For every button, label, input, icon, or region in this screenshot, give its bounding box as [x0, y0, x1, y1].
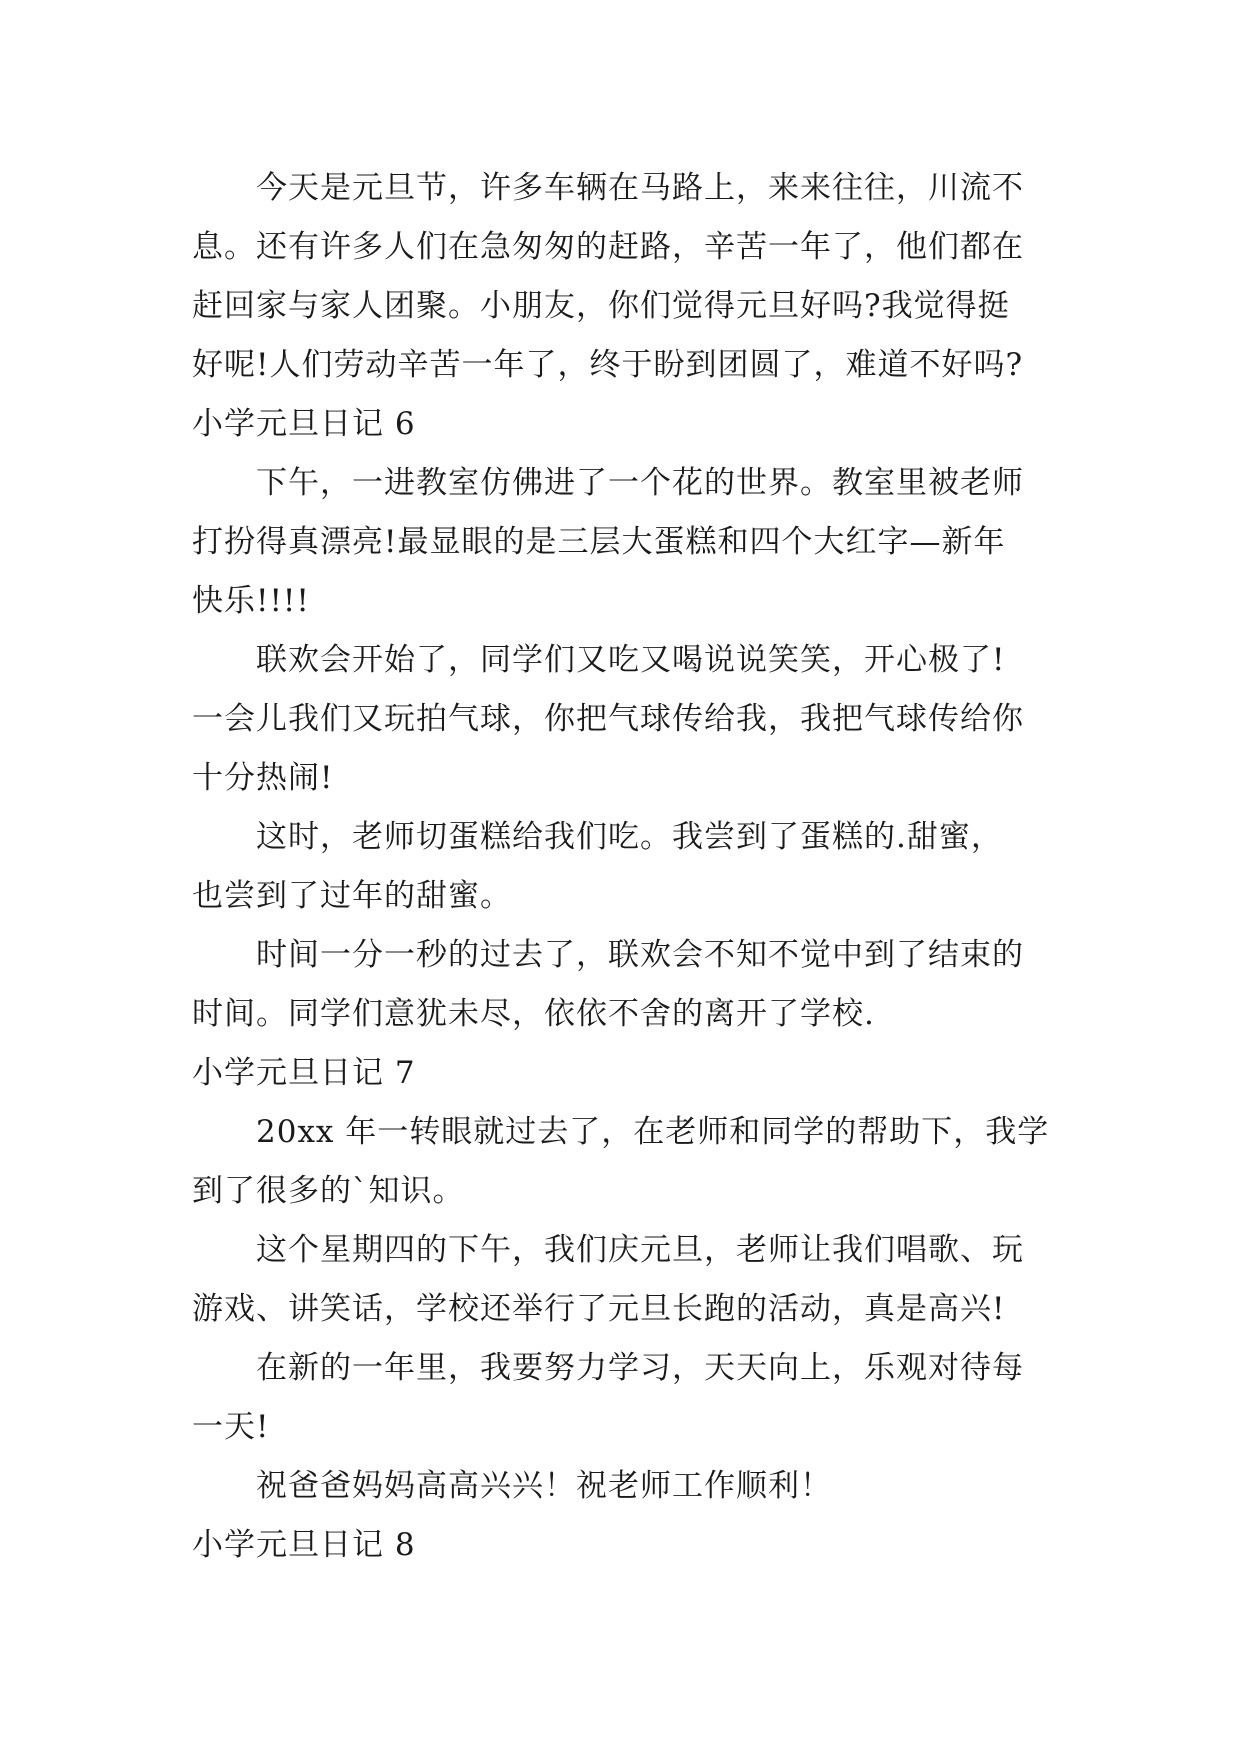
paragraph-line: 一天!: [192, 1409, 270, 1445]
paragraph-line: 20xx 年一转眼就过去了，在老师和同学的帮助下，我学: [256, 1114, 1050, 1150]
paragraph-line: 今天是元旦节，许多车辆在马路上，来来往往，川流不: [256, 170, 1024, 206]
paragraph-line: 快乐!!!!: [192, 583, 310, 619]
paragraph-line: 祝爸爸妈妈高高兴兴！祝老师工作顺利！: [256, 1468, 832, 1504]
paragraph-line: 赶回家与家人团聚。小朋友，你们觉得元旦好吗?我觉得挺: [192, 288, 1010, 324]
paragraph-line: 时间一分一秒的过去了，联欢会不知不觉中到了结束的: [256, 937, 1024, 973]
paragraph-line: 在新的一年里，我要努力学习，天天向上，乐观对待每: [256, 1350, 1024, 1386]
paragraph-line: 也尝到了过年的甜蜜。: [192, 878, 512, 914]
section-heading: 小学元旦日记 7: [192, 1055, 416, 1091]
section-heading: 小学元旦日记 8: [192, 1527, 416, 1563]
paragraph-line: 联欢会开始了，同学们又吃又喝说说笑笑，开心极了!: [256, 642, 1006, 678]
paragraph-line: 打扮得真漂亮!最显眼的是三层大蛋糕和四个大红字—新年: [192, 524, 1006, 560]
paragraph-line: 到了很多的`知识。: [192, 1173, 465, 1209]
paragraph-line: 下午，一进教室仿佛进了一个花的世界。教室里被老师: [256, 465, 1024, 501]
paragraph-line: 好呢!人们劳动辛苦一年了，终于盼到团圆了，难道不好吗?: [192, 347, 1024, 383]
paragraph-line: 这时，老师切蛋糕给我们吃。我尝到了蛋糕的.甜蜜，: [256, 819, 1003, 855]
paragraph-line: 一会儿我们又玩拍气球，你把气球传给我，我把气球传给你: [192, 701, 1024, 737]
section-heading: 小学元旦日记 6: [192, 406, 416, 442]
paragraph-line: 这个星期四的下午，我们庆元旦，老师让我们唱歌、玩: [256, 1232, 1024, 1268]
paragraph-line: 息。还有许多人们在急匆匆的赶路，辛苦一年了，他们都在: [192, 229, 1024, 265]
paragraph-line: 十分热闹!: [192, 760, 334, 796]
paragraph-line: 时间。同学们意犹未尽，依依不舍的离开了学校.: [192, 996, 875, 1032]
paragraph-line: 游戏、讲笑话，学校还举行了元旦长跑的活动，真是高兴!: [192, 1291, 1006, 1327]
